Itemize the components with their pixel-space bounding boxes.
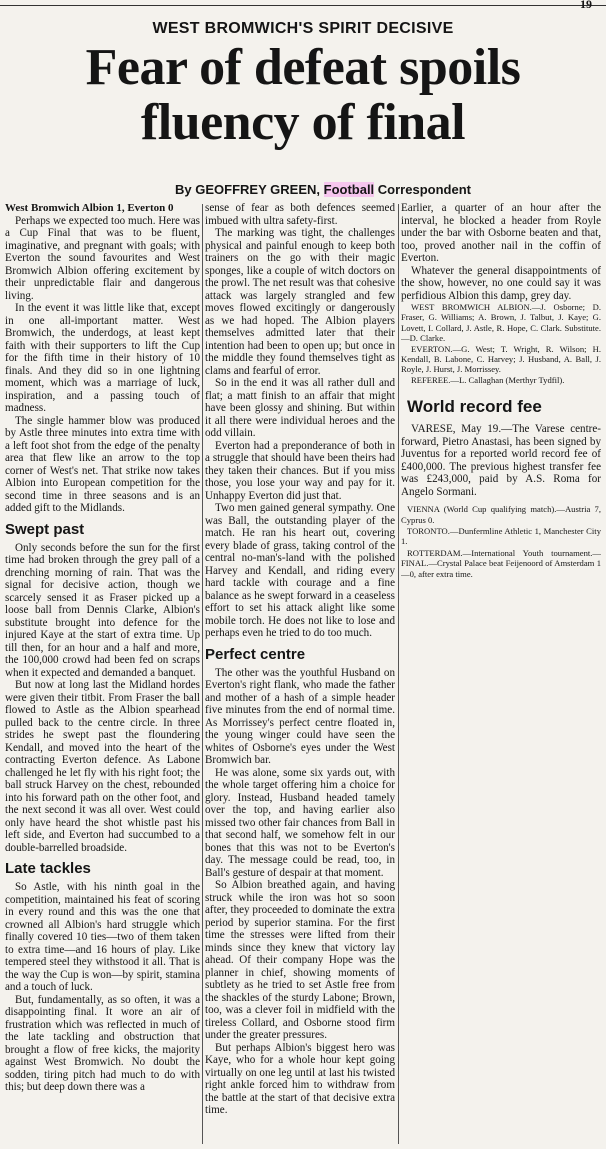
match-result: West Bromwich Albion 1, Everton 0 (5, 202, 174, 214)
byline-highlight: Football (323, 182, 375, 197)
referee: REFEREE.—L. Callaghan (Merthyr Tydfil). (411, 374, 565, 385)
paragraph: But, fundamentally, as so often, it was a disappointing final. It wore an air of frustration which was reflected in much of the late tackling and obstruction that brought a flow of free kicks, the majority against West Bromwich. No doubt the sodden, tiring pitch had much to do with this; but deep down there was a (5, 993, 200, 1093)
paragraph: So Astle, with his ninth goal in the competition, maintained his feat of scoring in every round and this was the one that crowned all Albion's hard struggle which finally covered 10 ties—two of them taken to extra time—and 16 hours of play. Like tempered steel they withstood it all. That is the way the Cup is won—by spirit, stamina and a touch of luck. (5, 881, 200, 993)
paragraph: Earlier, a quarter of an hour after the interval, he blocked a header from Royle under the bar with Osborne beaten and that, too, proved another nail in the coffin of Everton. (401, 202, 601, 264)
kicker: WEST BROMWICH'S SPIRIT DECISIVE (152, 20, 454, 37)
headline-line-2: fluency of final (140, 94, 466, 151)
article-column-1 (5, 202, 200, 1147)
paragraph: The single hammer blow was produced by Astle three minutes into extra time with a left foot shot from the edge of the penalty area that flew like an arrow to the top corner of West's net. That strike now takes Albion into European competition for the second time in three seasons and is an added gift to the Midlands. (5, 414, 200, 514)
article-column-2 (205, 202, 395, 1147)
paragraph: Only seconds before the sun for the first time had broken through the grey pall of a drenching morning of rain. That was the signal for decisive action, though we scarcely sensed it as Fraser picked up a loose ball from Dennis Clarke, Albion's substitute brought into defence for the injured Kaye at the start of extra time. Up till then, for an hour and a half and more, the 100,000 crowd had been fed on scraps when it expected and demanded a banquet. (5, 541, 200, 679)
paragraph: But perhaps Albion's biggest hero was Kaye, who for a whole hour kept going virtually on one leg until at last his twisted right ankle forced him to withdraw from the battle at the start of that decisive extra time. (205, 1041, 395, 1116)
record-fee-story (401, 423, 601, 498)
page-header-strip (0, 0, 606, 12)
column-rule-1 (202, 204, 203, 1144)
paragraph: Everton had a preponderance of both in a struggle that should have been theirs had they taken their chances. But if you miss those, you lose your way and pay for it. Unhappy Everton did just that. (205, 439, 395, 502)
team-lineup: EVERTON.—G. West; T. Wright, R. Wilson; H. Kendall, B. Labone, C. Harvey; J. Husband, A. Ball, J. Royle, J. Hurst, J. Morrissey. (401, 343, 601, 375)
brief-item: ROTTERDAM.—International Youth tournament.—FINAL.—Crystal Palace beat Feijenoord of Amsterdam 1—0, after extra time. (401, 547, 601, 579)
column-rule-2 (398, 204, 399, 1144)
team-lineup: WEST BROMWICH ALBION.—J. Osborne; D. Fraser, G. Williams; A. Brown, J. Talbut, J. Kaye; G. Lovett, I. Collard, J. Astle, R. Hope, C. Clark. Substitute.—D. Clarke. (401, 302, 601, 344)
record-fee-heading: World record fee (407, 397, 542, 417)
paragraph: sense of fear as both defences seemed imbued with ultra safety-first. (205, 202, 395, 227)
paragraph: So in the end it was all rather dull and flat; a matt finish to an affair that might have been glossy and shining. But within it all there were individual heroes and the odd villain. (205, 377, 395, 439)
header-rule (0, 5, 606, 6)
paragraph: So Albion breathed again, and having struck while the iron was hot so soon after, they proceeded to dominate the extra period by superior stamina. For the first time the stresses were lifted from their minds since they knew that victory lay ahead. Of their company Hope was the planner in chief, showing moments of subtlety as he tried to set Astle free from the shackles of the sturdy Labone; Brown, too, was a clever foil in midfield with the tireless Collard, and Osborne stood firm under the greater pressures. (205, 879, 395, 1041)
subheading: Late tackles (5, 860, 91, 877)
brief-item: TORONTO.—Dunfermline Athletic 1, Manchester City 1. (401, 526, 601, 547)
page-number: 19 (580, 0, 592, 11)
sport-briefs (401, 504, 601, 579)
dateline: VARESE, (411, 423, 456, 436)
paragraph: The other was the youthful Husband on Everton's right flank, who made the father and mother of a hash of a simple header five minutes from the end of normal time. As Morrissey's perfect centre floated in, the young winger could have seen the whites of Osborne's eyes under the West Bromwich bar. (205, 666, 395, 766)
byline (0, 182, 606, 197)
paragraph: Perhaps we expected too much. Here was a Cup Final that was to be fluent, imaginative, and pregnant with goals; with Everton the sound favourites and West Bromwich Albion offering excitement by their unpredictable flair and dangerous living. (5, 214, 200, 302)
headline-line-1: Fear of defeat spoils (85, 39, 521, 96)
byline-author: By GEOFFREY GREEN, (175, 182, 320, 197)
paragraph: In the event it was little like that, except in one all-important matter. West Bromwich, the underdogs, at least kept faith with their supporters to lift the Cup for the fifth time in their history of 10 finals. And they did so in one lightning moment, which was a marriage of luck, inspiration, and a passing touch of madness. (5, 302, 200, 414)
brief-item: VIENNA (World Cup qualifying match).—Austria 7, Cyprus 0. (401, 504, 601, 525)
subheading: Perfect centre (205, 645, 306, 663)
byline-role: Correspondent (377, 182, 471, 197)
headline (0, 40, 606, 150)
paragraph: The marking was tight, the challenges physical and painful enough to keep both trainers on the go with their magic sponges, like a couple of witch doctors on the prowl. The net result was that cohesive attack was largely strangled and few moves flowed excitingly or dangerously as we had hoped. The Albion players themselves admitted later that their intention had been to open up; but once in the middle they found themselves tight as clams and fearful of error. (205, 227, 395, 377)
article-column-3 (401, 202, 601, 1147)
subheading: Swept past (5, 520, 85, 538)
record-fee-text: May 19.—The Varese centre-forward, Pietro Anastasi, has been signed by Juventus for a reported world record fee of £400,000. The previous highest transfer fee was £243,000, paid by A.S. Roma for Angelo Sormani. (401, 423, 601, 498)
paragraph: Whatever the general disappointments of the show, however, no one could say it was perfidious Albion this damp, grey day. (401, 264, 601, 302)
paragraph: But now at long last the Midland hordes were given their titbit. From Fraser the ball flowed to Astle as the Albion spearhead pulled back to the centre circle. In three strides he swept past the floundering Kendall, and moved into the heart of the contracting Everton defence. As Labone challenged he let fly with his right foot; the ball struck Harvey on the chest, rebounded into his forward path on the other foot, and the next second it was all over. West could only have heard the shot whistle past his left side, and Everton had succumbed to a double-barrelled broadside. (5, 679, 200, 854)
paragraph: Two men gained general sympathy. One was Ball, the outstanding player of the match. He ran his heart out, covering every blade of grass, taking control of the central no-man's-land with the polished Harvey and Kendall, and riding every hard tackle with courage and a fine balance as he swept forward in a ceaseless effort to set his attack alight like some mobile torch. He does not like to lose and perhaps even he tried to do too much. (205, 502, 395, 639)
paragraph: He was alone, some six yards out, with the whole target offering him a choice for glory. Instead, Husband headed tamely over the top, and having earlier also missed two other fair chances from Ball in that second half, we somehow felt in our bones that this was not to be Everton's day. The message could be read, too, in Ball's gesture of despair at that moment. (205, 766, 395, 879)
